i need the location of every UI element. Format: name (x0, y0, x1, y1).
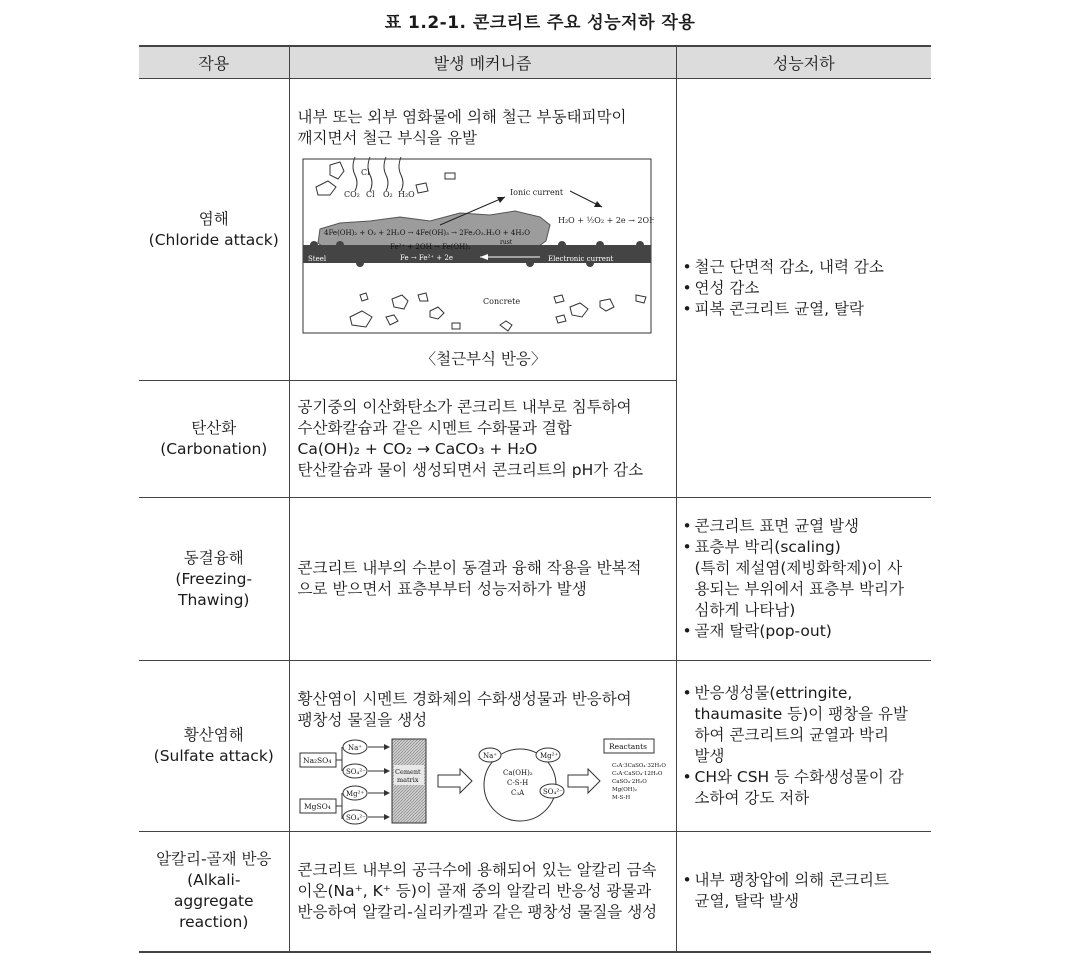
mech-text: 팽창성 물질을 생성 (297, 711, 428, 729)
label-eq2: Fe²⁺ + 2OH → Fe(OH)₂ (389, 243, 471, 251)
label-steel: Steel (307, 255, 326, 263)
label-csh: C-S-H (506, 779, 528, 787)
action-name-en: (Chloride attack) (148, 230, 279, 249)
degradation-item (683, 870, 926, 912)
degradation-table (139, 45, 931, 953)
mechanism-chloride (289, 79, 676, 381)
degradation-freezing (676, 498, 931, 661)
label-eq1: 4Fe(OH)₂ + O₂ + 2H₂O → 4Fe(OH)₃ → 2Fe₂O₃.H₂O + 4H₂O (323, 229, 530, 237)
degradation-item (683, 683, 926, 767)
action-name-ko: 황산염해 (183, 726, 244, 744)
degradation-item: • 피복 콘크리트 균열, 탈락 (683, 299, 926, 320)
mechanism-asr (289, 832, 676, 952)
mech-text: 탄산칼슘과 물이 생성되면서 콘크리트의 pH가 감소 (297, 461, 644, 479)
header-mechanism: 발생 메커니즘 (289, 46, 676, 79)
degradation-list (683, 516, 926, 642)
row-freezing (139, 498, 931, 661)
label-mg-ion: Mg²⁺ (345, 790, 364, 798)
degradation-item: • 골재 탈락(pop-out) (683, 621, 926, 642)
action-name-en: reaction) (179, 913, 249, 932)
action-name-en: (Freezing- (175, 569, 253, 588)
mechanism-sulfate (289, 661, 676, 832)
label-reactant: C₃A·CaSO₄·12H₂O (611, 771, 662, 777)
action-name-en: Thawing) (178, 590, 250, 609)
sulfate-diagram (298, 733, 670, 825)
corrosion-diagram (300, 155, 654, 335)
degradation-list (683, 870, 926, 912)
mech-text: 콘크리트 내부의 공극수에 용해되어 있는 알칼리 금속 (297, 860, 657, 879)
action-carbonation (139, 381, 289, 498)
degradation-item-text: 균열, 탈락 발생 (694, 892, 800, 911)
figure-caption: 〈철근부식 반응〉 (420, 350, 547, 368)
action-name-ko: 동결융해 (183, 548, 244, 567)
degradation-item: • 콘크리트 표면 균열 발생 (683, 516, 926, 537)
degradation-note: 용되는 부위에서 표층부 박리가 (694, 580, 904, 598)
row-asr (139, 832, 931, 952)
label-na2so4: Na₂SO₄ (302, 756, 331, 765)
label-reactant: CaSO₄·2H₂O (611, 779, 647, 785)
mech-text: 이온(Na⁺, K⁺ 등)이 골재 중의 알칼리 반응성 광물과 (297, 881, 652, 900)
degradation-item (683, 537, 926, 621)
action-name-ko: 염해 (198, 209, 229, 228)
mechanism-carbonation (289, 381, 676, 498)
degradation-item (683, 767, 926, 809)
table-title: 표 1.2-1. 콘크리트 주요 성능저하 작용 (384, 13, 696, 33)
degradation-chloride-carbonation (676, 79, 931, 498)
action-name-ko: 알칼리-골재 반응 (156, 850, 272, 869)
label-h2o: H₂O (397, 190, 415, 199)
mech-text: 깨지면서 철근 부식을 유발 (297, 129, 477, 147)
degradation-item-text: 하여 콘크리트의 균열과 박리 (694, 726, 889, 744)
mech-text: 수산화칼슘과 같은 시멘트 수화물과 결합 (297, 419, 572, 437)
label-cement: Cement (394, 768, 421, 776)
mech-text: 반응하여 알칼리-실리카겔과 같은 팽창성 물질을 생성 (297, 902, 658, 921)
label-o2: O₂ (382, 190, 393, 199)
degradation-sulfate (676, 661, 931, 832)
degradation-note: 심하게 나타남) (694, 601, 796, 619)
flow-arrow (438, 769, 472, 793)
degradation-item-text: • 반응생성물(ettringite, (694, 684, 853, 702)
corrosion-figure (300, 155, 670, 341)
label-c3a: C₃A (510, 789, 524, 797)
degradation-item-text: thaumasite 등)이 팽창을 유발 (694, 705, 908, 723)
label-ionic: Ionic current (509, 188, 563, 197)
row-chloride (139, 79, 931, 381)
action-name-en: (Carbonation) (160, 440, 268, 458)
label-co2: CO₂ (343, 190, 360, 199)
label-matrix: matrix (396, 776, 419, 784)
mech-text: 황산염이 시멘트 경화체의 수화생성물과 반응하여 (297, 690, 632, 708)
degradation-item-text: 발생 (694, 747, 725, 765)
mech-text: 콘크리트 내부의 수분이 동결과 융해 작용을 반복적 (297, 559, 642, 577)
header-action: 작용 (139, 46, 289, 79)
mechanism-freezing (289, 498, 676, 661)
degradation-item-text: • 내부 팽창압에 의해 콘크리트 (694, 871, 889, 890)
label-mg-circle: Mg²⁺ (539, 752, 558, 760)
degradation-list (683, 683, 926, 809)
label-mgso4: MgSO₄ (303, 802, 331, 811)
label-electronic: Electronic current (547, 255, 613, 263)
degradation-asr (676, 832, 931, 952)
header-degradation: 성능저하 (676, 46, 931, 79)
degradation-item-text: 표층부 박리(scaling) (694, 538, 841, 556)
label-eq3: Fe → Fe²⁺ + 2e (399, 254, 453, 262)
label-rust: rust (499, 239, 512, 246)
degradation-note: (특히 제설염(제빙화학제)이 사 (694, 559, 903, 577)
label-caoh2: Ca(OH)₂ (502, 769, 533, 777)
label-so4-ion: SO₄²⁻ (345, 814, 366, 822)
action-name-en: (Alkali- (187, 871, 241, 890)
action-freezing (139, 498, 289, 661)
action-name-ko: 탄산화 (191, 419, 237, 437)
degradation-item-text: • CH와 CSH 등 수화생성물이 감 (694, 768, 904, 786)
mech-text: 내부 또는 외부 염화물에 의해 철근 부동태피막이 (297, 108, 627, 126)
mech-equation: Ca(OH)₂ + CO₂ → CaCO₃ + H₂O (297, 440, 538, 458)
degradation-item: • 철근 단면적 감소, 내력 감소 (683, 257, 926, 278)
label-cathode: H₂O + ½O₂ + 2e → 2OH (557, 216, 654, 225)
degradation-item-text: 소하여 강도 저하 (694, 789, 810, 807)
mech-text: 으로 받으면서 표층부부터 성능저하가 발생 (297, 580, 587, 598)
label-reactant: Mg(OH)₂ (611, 787, 637, 793)
degradation-list (683, 257, 926, 320)
mech-text: 공기중의 이산화탄소가 콘크리트 내부로 침투하여 (297, 398, 632, 416)
label-so4-ion: SO₄²⁻ (345, 768, 366, 776)
action-asr (139, 832, 289, 952)
action-name-en: aggregate (173, 892, 254, 911)
label-reactant: M-S-H (611, 795, 630, 801)
label-cl: Cl (365, 190, 375, 199)
header-row (139, 46, 931, 79)
label-concrete: Concrete (482, 297, 520, 306)
action-name-en: (Sulfate attack) (153, 747, 274, 765)
action-chloride (139, 79, 289, 381)
label-reactant: C₃A·3CaSO₄·32H₂O (611, 763, 666, 769)
row-sulfate (139, 661, 931, 832)
label-so4-circle: SO₄²⁻ (542, 788, 563, 796)
degradation-item: • 연성 감소 (683, 278, 926, 299)
action-sulfate (139, 661, 289, 832)
label-na-circle: Na⁺ (482, 752, 497, 760)
label-reactants: Reactants (608, 742, 647, 751)
label-cl-top: Cl (360, 168, 370, 177)
label-na-ion: Na⁺ (347, 744, 362, 752)
flow-arrow (568, 769, 600, 793)
